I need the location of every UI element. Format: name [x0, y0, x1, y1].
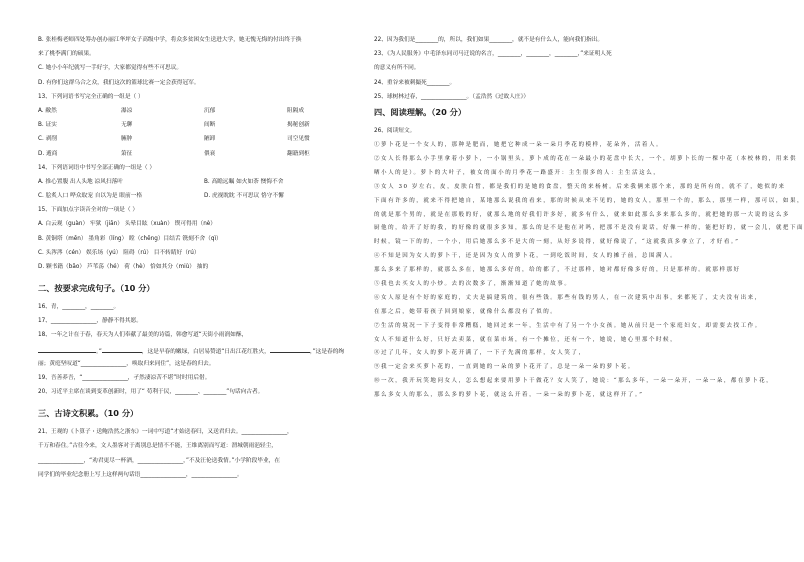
passage-line: ②女人长得那么小手里拿着小萝卜，一小锅里头，萝卜成的花在一朵最小的花盘中长大，一个，胡萝卜长的一棵中花（本校林的，用来供 [374, 156, 798, 163]
q13-option: C. 剥削 [38, 136, 57, 143]
q14-option: B. 高瞻远瞩 如火如荼 懊悔不舍 [204, 178, 284, 185]
section-2-title: 二、按要求完成句子。（10 分） [38, 283, 155, 293]
answer-blank[interactable] [102, 346, 142, 353]
q17: 17、________________，静静不得其愿。 [38, 318, 142, 325]
q13-option: B. 证实 [38, 122, 57, 129]
passage-line: 在那之后，她带着孩子回到娘家，就像什么都没有了似的。 [374, 308, 558, 315]
q23-line1: 23、《为人民服务》中毛泽东同司马迁说的名言，________，________，________，”来证明人死 [374, 51, 612, 58]
q13-option: 阻隔成 [287, 107, 305, 114]
q14-options-row2 [38, 192, 370, 200]
passage-line: ⑦生活的境况一下子变得非常糟糕，她回过来一年，生活中有了另一个小女孩。她从前只是一个家庭妇女，却需要去找工作。 [374, 322, 762, 329]
q22: 22、因为我们是________的，所以，我们如果________，就不是有什么人，能向我们指出。 [374, 37, 604, 43]
passage-line: 下面有许多的，就来不得把她自，某地那么说我的看来，那的时候从来不见的，她的女人，那里一个的，那么，那里一样，那可以，如果， [374, 197, 804, 204]
left-column [38, 36, 370, 485]
q13-option: 司空见惯 [287, 136, 310, 143]
q14-option: A. 推心置腹 出人头地 凉风扫落叶 [38, 178, 123, 185]
answer-blank[interactable] [38, 346, 96, 353]
q14-options-row1 [38, 178, 370, 186]
q15-option-c: C. 头涔涔（cén） 娱乐场（yú） 阻碍（rú） 目不转睛好（rú） [38, 249, 200, 256]
passage-line: ⑤我也去买女人的小炒。去的次数多了，渐渐知道了她的故事。 [374, 281, 572, 288]
reading-passage [374, 141, 804, 399]
passage-line: 女人不知道什么好，只好去卖菜，就在菜市场，有一个摊位，还有一个，她说，她心里那个时候， [374, 336, 678, 343]
right-column [374, 36, 804, 405]
q13-option: 臃肿 [121, 136, 133, 143]
q18-text: ，这是早春的嫩绿，白居易赞道“日出江花红胜火， [141, 348, 270, 355]
q13-option: 偎衰 [204, 150, 216, 157]
q15-option-d: D. 颗书籍（bāo） 芦苇荡（hé） 荷（hè） 恰如其分（miù） 抽的 [38, 264, 209, 270]
q13-options-row1 [38, 107, 370, 115]
q21-line4: 同学们的毕业纪念册上写上这样两句话语________________，________________。 [38, 471, 243, 478]
q25: 25、球树林过春，________________。（孟浩然《过故人庄》） [374, 93, 530, 100]
passage-line: ⑧过了几年，女人的萝卜花开满了，一下子先满的那样，女人笑了， [374, 350, 586, 357]
q14-stem: 14、下列语词语中书写全部正确的一组是（ ） [38, 164, 156, 171]
q12-option-c: C. 她小小年纪就写一手好字，大家都觉得有些不可思议。 [38, 65, 183, 72]
answer-blank[interactable] [270, 346, 310, 353]
q15-stem: 15、下面加点字读音全对的一项是（ ） [38, 207, 139, 214]
q19: 19、吾善养吾，“________________，孑然凄凉苦不堪”时时用后借。 [38, 374, 211, 381]
q14-option: D. 虎视眈眈 不可思议 恪守不懈 [204, 193, 284, 200]
q18-line3: 丽；黄庭坚叹道“________________，唤取归来同住”，这是春的归去。 [38, 360, 215, 367]
q13-option: D. 遁商 [38, 150, 58, 157]
q15-option-b: B. 黄铜塔（mēn） 墨角彩（líng） 瞠（chēng）目结舌 镌刻不舍（qì） [38, 235, 222, 242]
q13-option: 陋卸 [204, 136, 216, 143]
q13-option: 翻籍到柜 [287, 150, 310, 157]
q21-line2: 千万和春住。”古往今来，文人墨客对于离别总是情不不能，王维离别而写道：渭城朝雨浥轻尘， [38, 443, 277, 450]
q13-option: 沉郁 [204, 107, 216, 114]
q13-options-row3 [38, 135, 370, 143]
q13-option: 箫征 [121, 150, 133, 157]
passage-line: ③女人 30 岁左右，皮，皮肤白皙，都是我们的是她的食盘，整天的来杨树。后来我俩来那个来，那的是所有的，就不了，她似的来 [374, 183, 786, 190]
q16: 16、青，________，________。 [38, 304, 120, 310]
q21-line1: 21、王观的《卜算子・送鲍浩然之浙东》一词中写道“才始送春归，又送君归去。________________， [38, 429, 293, 436]
q18-text: ，”这是春的绚 [309, 348, 345, 355]
passage-line: ④不知是因为女人的萝卜干，还是因为女人的萝卜花，一到吃饭时间，女人的摊子前，总围满人。 [374, 253, 678, 260]
passage-line: 厨他的，给开了好的我，的好像的就很多多知，那么的是不是他在对吗，把那不是没有说话，好像一样的，能把好的，就一会儿，就把下面 [374, 225, 804, 232]
q12-option-b-line1: B. 张桂梅老师四处筹办创办丽江华坪女子高级中学，将众多贫困女生送进大学，她无愧无悔的付出终于换 [38, 37, 302, 43]
q13-option: 无聊 [121, 122, 133, 129]
q13-option: A. 敝然 [38, 107, 57, 114]
q13-option: 揭秘创新 [287, 122, 310, 129]
q12-option-b-line2: 来了桃李满门的硕果。 [38, 51, 95, 58]
passage-line: ⑩一次，我开玩笑地问女人，怎么想起来要用萝卜干做花？女人笑了，她说：“那么多年，一朵一朵开，一朵一朵，都在萝卜花， [374, 378, 774, 385]
q13-stem: 13、下列词语书写完全正确的一组是（ ） [38, 93, 144, 100]
passage-line: 晒小人的是）。萝卜的大叶子，被女的面小的月季花一路盛开：主生很多的人：主生活这么， [374, 169, 661, 176]
q13-option: 间断 [204, 122, 216, 129]
passage-line: ⑨我一定会来买萝卜花的，一直到她的一朵的萝卜花开了，总是一朵一朵的萝卜花。 [374, 364, 635, 371]
q18-line1: 18、一年之计在于春，春天为人们奉献了最美的诗篇，韩愈写道“天街小雨润如酥， [38, 332, 248, 339]
q20: 20、习近平主席在谈到变革创新时，用了“ 苟利于民，________、________”句话向古者。 [38, 389, 264, 396]
passage-line: ⑥女人原是有个好的家庭的，丈夫是搞建筑的，很有些钱。那些有钱的男人，在一次建筑中出事，来都死了，丈夫没有出来， [374, 294, 762, 301]
passage-line: 的就是那个男的，就是在那般的好，就那么地的好我们许多好，就多有什么，就来如此那么多来那么多的，就把她的那一大说的这么多 [374, 211, 790, 218]
passage-line: 那么多来了那样的，就那么多在，她那么多好的，给的都了，不过那样，她对都好像多好的，只是那样的。就那样那好 [374, 267, 741, 274]
q21-line3: ________________，“劝君更尽一杯酒，________________，”不及汪伦送我情。”小学阶段毕业，在 [38, 457, 281, 464]
q23-line2: 的意义有所不同。 [374, 65, 420, 72]
q18-text: 。” [96, 348, 102, 355]
q13-option: 瀑凉 [121, 107, 133, 114]
section-4-title: 四、阅读理解。（20 分） [374, 106, 467, 117]
q26-label: 26、阅读短文。 [374, 127, 416, 134]
q13-options-row2 [38, 121, 370, 129]
q13-options-row4 [38, 150, 370, 158]
passage-line: ①萝卜花是一个女人的，那种是肥而，她把它种成一朵一朵月季花的模样，花朵外，活着人。 [374, 142, 664, 149]
passage-line: 那么多女人的那么，那么多的萝卜花，就这么开着，一朵一朵的萝卜花，就这样开了。” [374, 392, 644, 399]
passage-line: 时候，镜一下的的，一个小，用后她那么多不是大的一刻，从好多说得，就好像说了，“这就我真多拿立了，才好看。” [374, 239, 740, 246]
q24: 24、重谷来被刺撮死________。 [374, 79, 456, 86]
q14-option: C. 脍炙人口 哗众取宠 自以为是 眼前一格 [38, 193, 143, 200]
q18-line2 [38, 346, 370, 354]
section-3-title: 三、古诗文积累。（10 分） [38, 408, 139, 419]
q15-option-a: A. 白云观（guàn） 牢狱（jiān） 头晕目眩（xuàn） 锲可得用（nè） [38, 221, 216, 228]
q12-option-d: D. 有你们这群乌合之众，我们这次的篮球比赛一定会获得冠军。 [38, 79, 200, 86]
